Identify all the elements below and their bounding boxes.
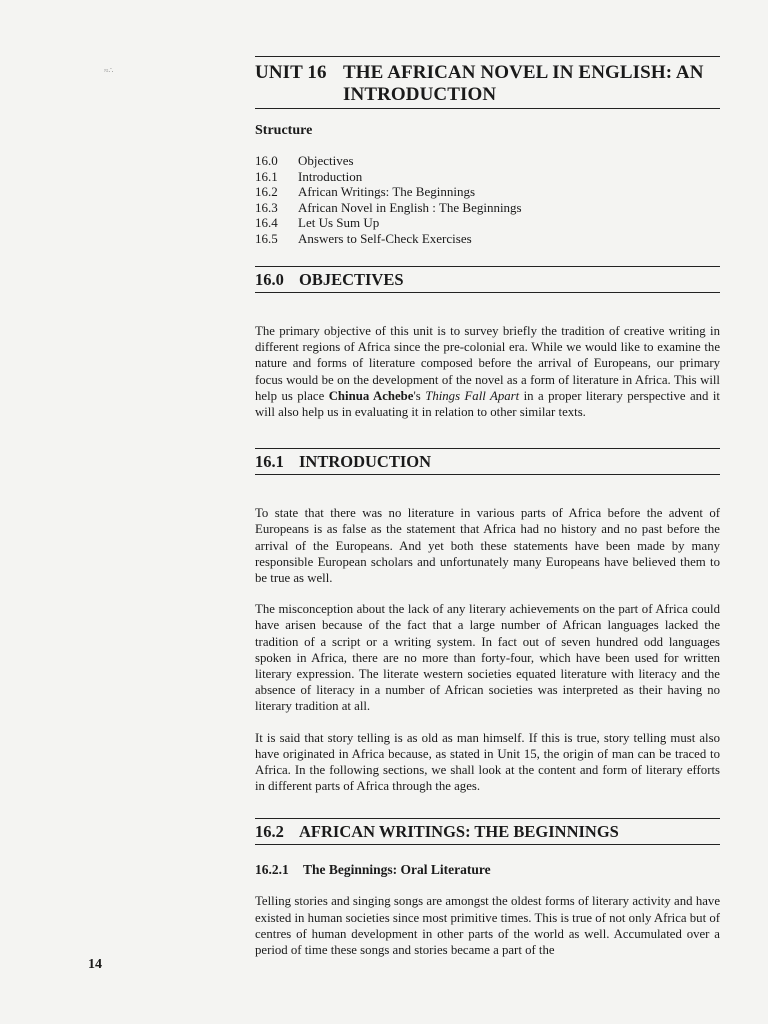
- structure-item: [255, 200, 720, 216]
- african-writings-paragraph: Telling stories and singing songs are amongst the oldest forms of literary activity and have existed in human societies since most primitive times. This is true of not only Africa but of centres of human development in other parts of the world as well. Accumulated over a period of time these songs and stories became a part of the: [255, 894, 720, 958]
- introduction-paragraph-1: To state that there was no literature in various parts of Africa before the advent of Europeans is as false as the statement that Africa had no history and no past before the arrival of the Europeans. And yet both these statements have been made by many responsible European scholars and unfortunately many Europeans have believed them to be true as well.: [255, 506, 720, 586]
- structure-item-number: 16.3: [255, 199, 278, 215]
- section-bottom-rule: [255, 292, 720, 293]
- section-heading: [255, 267, 720, 292]
- introduction-paragraph-2: The misconception about the lack of any literary achievements on the part of Africa could have arisen because of the fact that a large number of African languages lacked the tradition of a script or a writing system. In fact out of seven hundred odd languages spoken in Africa, there are no more than forty-four, which have been used for written literary expression. The literate western societies equated literature with literacy and the absence of literacy in a number of African societies was interpreted as their having no literary tradition at all.: [255, 602, 720, 714]
- structure-item-title: African Novel in English : The Beginnings: [298, 199, 522, 215]
- section-african-writings: [255, 818, 720, 958]
- structure-item: [255, 231, 720, 247]
- page-number: 14: [88, 957, 102, 972]
- subsection-title: The Beginnings: Oral Literature: [303, 862, 491, 878]
- structure-item-title: African Writings: The Beginnings: [298, 184, 475, 199]
- section-bottom-rule: [255, 474, 720, 475]
- book-title: Things Fall Apart: [425, 388, 520, 403]
- structure-item-number: 16.4: [255, 215, 278, 230]
- introduction-paragraph-3: It is said that story telling is as old as man himself. If this is true, story telling must also have originated in Africa because, as stated in Unit 15, the origin of man can be traced to Africa. In the following sections, we shall look at the content and form of literary efforts in different parts of Africa through the ages.: [255, 730, 720, 794]
- objectives-paragraph: [255, 323, 720, 420]
- section-bottom-rule: [255, 844, 720, 845]
- structure-item-title: Introduction: [298, 168, 363, 184]
- structure-item-number: 16.1: [255, 168, 278, 184]
- section-objectives: [255, 266, 720, 420]
- structure-item: [255, 153, 720, 169]
- structure-item: [255, 184, 720, 200]
- objectives-text: The primary objective of this unit is to survey briefly the tradition of creative writing in different regions of Africa since the pre-colonial era. While we would like to examine the nature and forms of literature composed before the arrival of Europeans, our primary focus would be on the development of the novel as a form of literature in Africa. This will help us place: [255, 324, 720, 403]
- structure-label: Structure: [255, 123, 313, 138]
- possessive-suffix: 's: [413, 388, 426, 403]
- structure-item: [255, 215, 720, 231]
- structure-list: [255, 153, 720, 246]
- section-heading: [255, 449, 720, 474]
- objectives-text-end: in a proper literary perspective and it will also help us in evaluating it in relation to other similar texts.: [255, 388, 720, 420]
- scan-speck: ≈∴: [104, 66, 114, 75]
- section-title: INTRODUCTION: [299, 452, 432, 472]
- unit-number: UNIT 16: [255, 62, 327, 83]
- structure-item-title: Objectives: [298, 153, 354, 168]
- section-number: 16.1: [255, 452, 284, 472]
- section-heading: [255, 819, 720, 844]
- subsection-number: 16.2.1: [255, 862, 289, 878]
- subsection-heading: [255, 862, 720, 878]
- section-number: 16.0: [255, 270, 284, 289]
- unit-title: THE AFRICAN NOVEL IN ENGLISH: AN INTRODUCTION: [343, 62, 704, 105]
- unit-bottom-rule: [255, 108, 720, 109]
- structure-item-number: 16.5: [255, 230, 278, 246]
- section-title: OBJECTIVES: [299, 270, 404, 289]
- structure-item-title: Let Us Sum Up: [298, 215, 380, 230]
- section-title: AFRICAN WRITINGS: THE BEGINNINGS: [299, 822, 619, 842]
- section-introduction: [255, 448, 720, 794]
- structure-item: [255, 169, 720, 185]
- structure-item-number: 16.2: [255, 184, 278, 199]
- page-content: [255, 56, 720, 958]
- structure-item-number: 16.0: [255, 153, 278, 168]
- structure-item-title: Answers to Self-Check Exercises: [298, 230, 472, 246]
- author-name: Chinua Achebe: [328, 388, 414, 403]
- section-number: 16.2: [255, 822, 284, 842]
- unit-heading: [255, 57, 720, 108]
